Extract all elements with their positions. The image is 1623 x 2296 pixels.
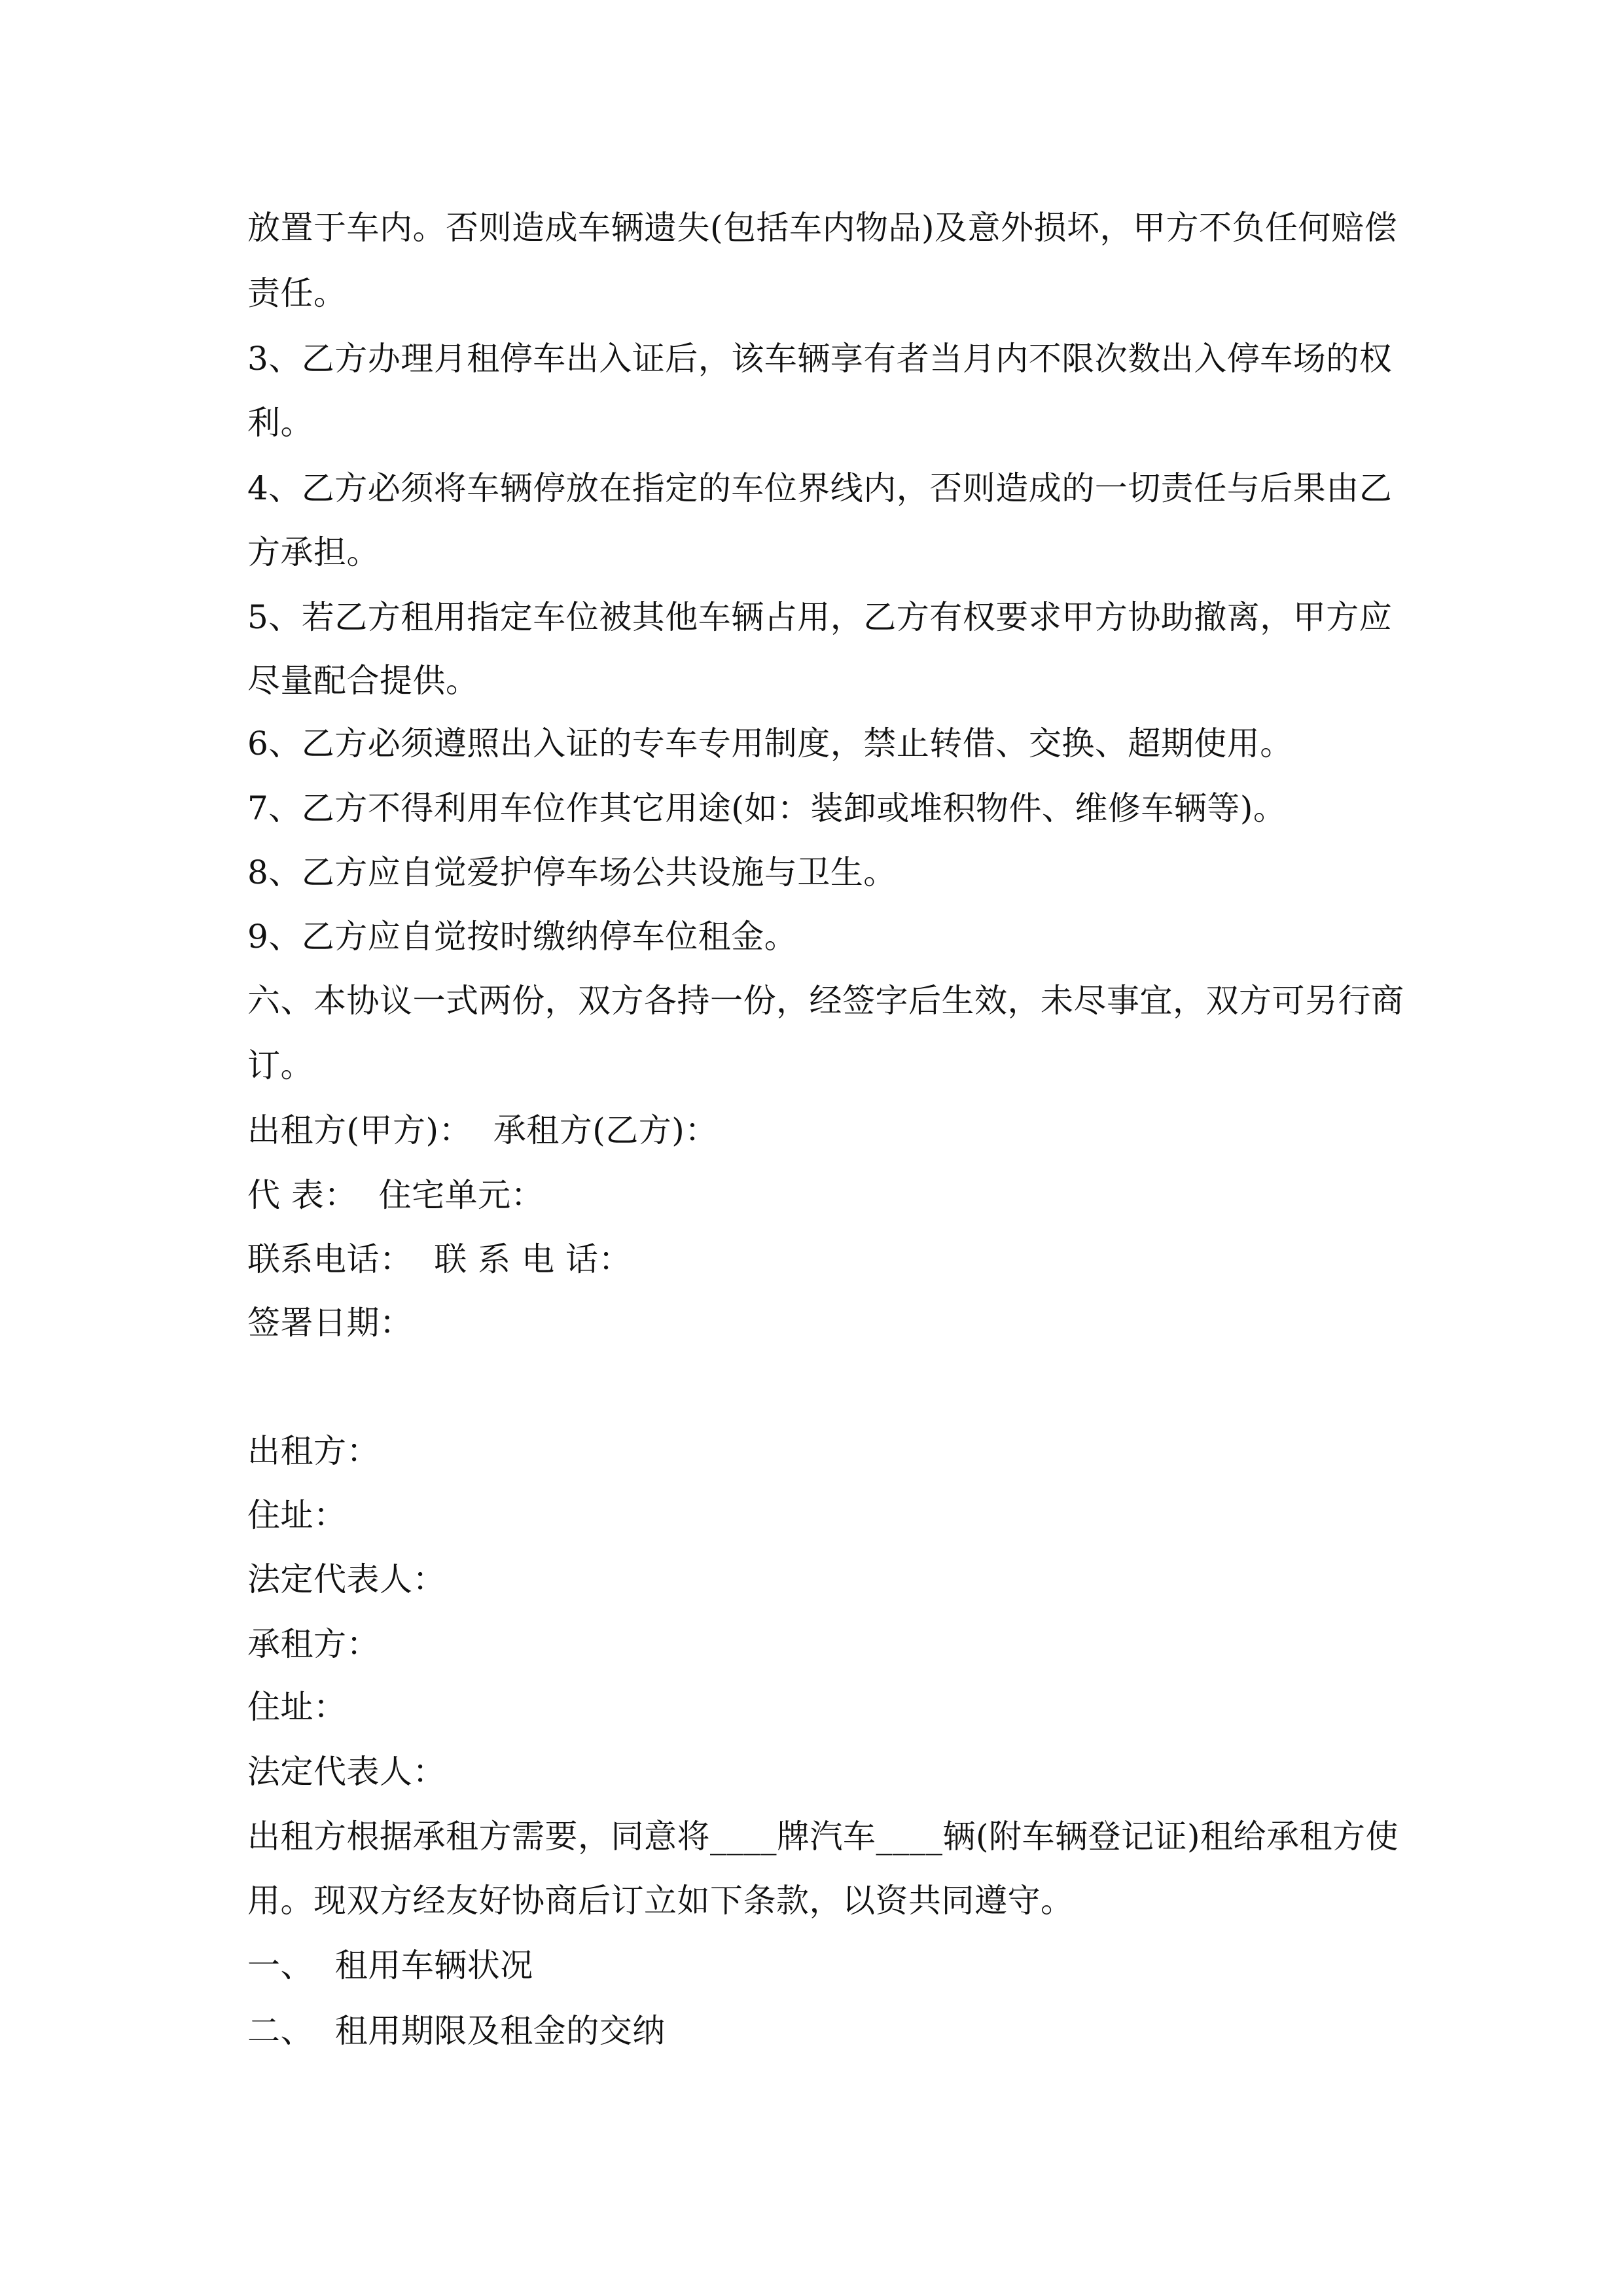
signature-date-line: 签署日期：	[247, 1304, 413, 1342]
clause-5-continuation-end: 责任。	[247, 274, 347, 312]
lessee-address-label: 住址：	[247, 1688, 347, 1726]
clause-8-line: 8、乙方应自觉爱护停车场公共设施与卫生。	[247, 853, 897, 891]
section-2-heading: 二、 租用期限及租金的交纳	[247, 2012, 666, 2050]
signature-parties-line: 出租方(甲方)： 承租方(乙方)：	[247, 1111, 718, 1149]
clause-3-end: 利。	[247, 404, 313, 442]
clause-6-line: 6、乙方必须遵照出入证的专车专用制度，禁止转借、交换、超期使用。	[247, 725, 1293, 762]
clause-4-end: 方承担。	[247, 533, 380, 571]
clause-5-line: 5、若乙方租用指定车位被其他车辆占用，乙方有权要求甲方协助撤离，甲方应	[247, 598, 1393, 636]
lessor-address-label: 住址：	[247, 1496, 347, 1534]
clause-9-line: 9、乙方应自觉按时缴纳停车位租金。	[247, 918, 798, 956]
clause-4-line: 4、乙方必须将车辆停放在指定的车位界线内，否则造成的一切责任与后果由乙	[247, 469, 1393, 507]
lessee-label: 承租方：	[247, 1625, 380, 1663]
section-6-line: 六、本协议一式两份，双方各持一份，经签字后生效，未尽事宜，双方可另行商	[247, 982, 1404, 1020]
intro-paragraph-end: 用。现双方经友好协商后订立如下条款，以资共同遵守。	[247, 1882, 1074, 1920]
lessee-legal-rep-label: 法定代表人：	[247, 1753, 446, 1791]
clause-7-line: 7、乙方不得利用车位作其它用途(如：装卸或堆积物件、维修车辆等)。	[247, 789, 1287, 827]
intro-paragraph-line: 出租方根据承租方需要，同意将____牌汽车____辆(附车辆登记证)租给承租方使	[247, 1818, 1399, 1856]
clause-5-end: 尽量配合提供。	[247, 662, 479, 700]
lessor-legal-rep-label: 法定代表人：	[247, 1560, 446, 1598]
section-6-end: 订。	[247, 1047, 313, 1085]
clause-3-line: 3、乙方办理月租停车出入证后，该车辆享有者当月内不限次数出入停车场的权	[247, 340, 1393, 378]
clause-5-continuation-line: 放置于车内。否则造成车辆遗失(包括车内物品)及意外损坏，甲方不负任何赔偿	[247, 209, 1398, 247]
lessor-label: 出租方：	[247, 1432, 380, 1470]
signature-phone-line: 联系电话： 联 系 电 话：	[247, 1240, 632, 1278]
section-1-heading: 一、 租用车辆状况	[247, 1946, 533, 1984]
signature-representative-line: 代 表： 住宅单元：	[247, 1176, 544, 1214]
